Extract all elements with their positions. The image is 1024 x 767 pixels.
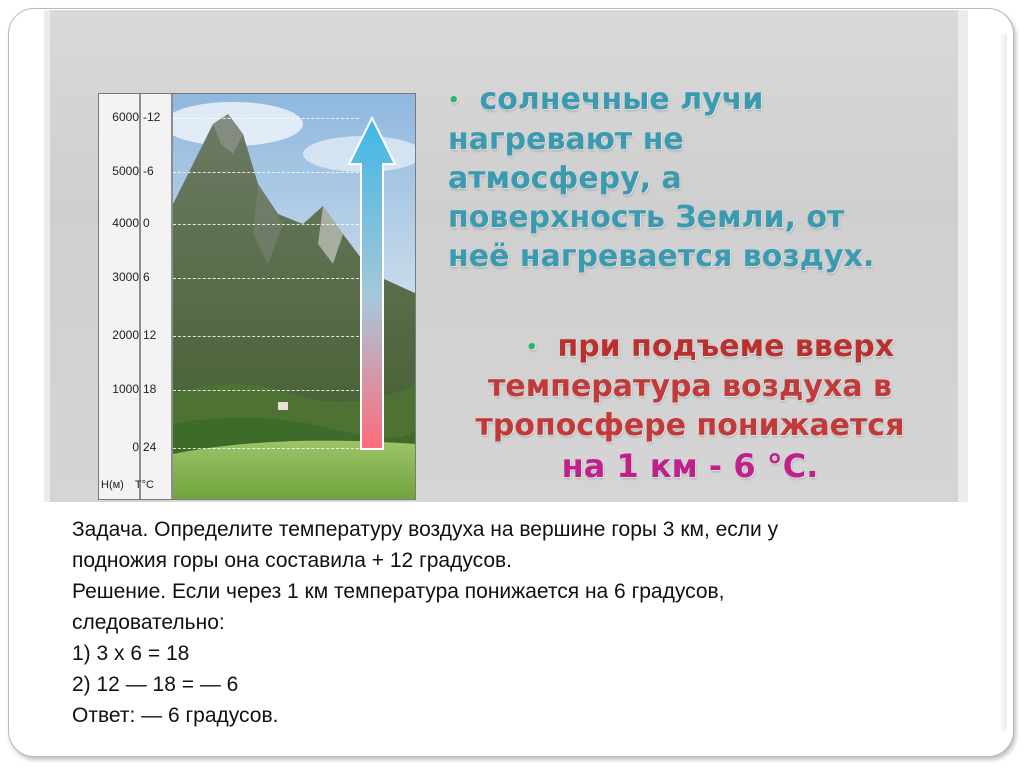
bullet2-line: на 1 км - 6 °С. <box>561 447 819 485</box>
task-line: 2) 12 — 18 = — 6 <box>72 673 239 696</box>
task-text <box>72 514 972 731</box>
temp-tick: -6 <box>143 164 154 178</box>
axis-label-height: H(м) <box>101 479 124 491</box>
bullet-icon: • <box>448 90 460 111</box>
height-tick: 1000 <box>112 382 139 396</box>
height-tick: 4000 <box>112 216 139 230</box>
axis-label-temp: T°C <box>134 479 154 491</box>
task-line: 1) 3 х 6 = 18 <box>72 642 190 665</box>
bullet1-line: нагревают не <box>448 122 684 157</box>
height-tick: 0 <box>132 440 139 454</box>
bullet-temperature-drop <box>450 327 930 486</box>
bullet1-line: солнечные лучи <box>479 82 764 117</box>
task-line: Ответ: — 6 градусов. <box>72 704 279 727</box>
bullet-solar-rays <box>448 80 948 276</box>
bullet-icon: • <box>525 337 538 358</box>
task-line: Задача. Определите температуру воздуха на вершине горы 3 км, если у <box>72 518 779 541</box>
cropped-title-fragment <box>560 10 640 22</box>
altitude-temperature-figure <box>98 93 416 500</box>
bullet2-line: тропосфере понижается <box>475 408 905 443</box>
temp-tick: 18 <box>143 382 157 396</box>
temp-tick: 6 <box>143 270 150 284</box>
height-tick: 5000 <box>112 164 139 178</box>
bullet2-line: при подъеме вверх <box>557 329 895 364</box>
task-line: следовательно: <box>72 611 225 634</box>
bullet2-line: температура воздуха в <box>488 369 892 404</box>
height-tick: 3000 <box>112 270 139 284</box>
height-tick: 2000 <box>112 328 139 342</box>
temperature-arrow <box>347 116 397 451</box>
temp-tick: 0 <box>143 216 150 230</box>
bullet1-line: поверхность Земли, от <box>448 200 845 235</box>
temp-tick: 12 <box>143 328 157 342</box>
bullet1-line: атмосферу, а <box>448 161 682 196</box>
temp-tick: -12 <box>143 110 161 124</box>
height-tick: 6000 <box>112 110 139 124</box>
scale-column <box>99 94 173 499</box>
task-line: подножия горы она составила + 12 градусов. <box>72 549 513 572</box>
bullet1-line: неё нагревается воздух. <box>448 239 875 274</box>
temp-tick: 24 <box>143 440 157 454</box>
task-line: Решение. Если через 1 км температура понижается на 6 градусов, <box>72 580 725 603</box>
